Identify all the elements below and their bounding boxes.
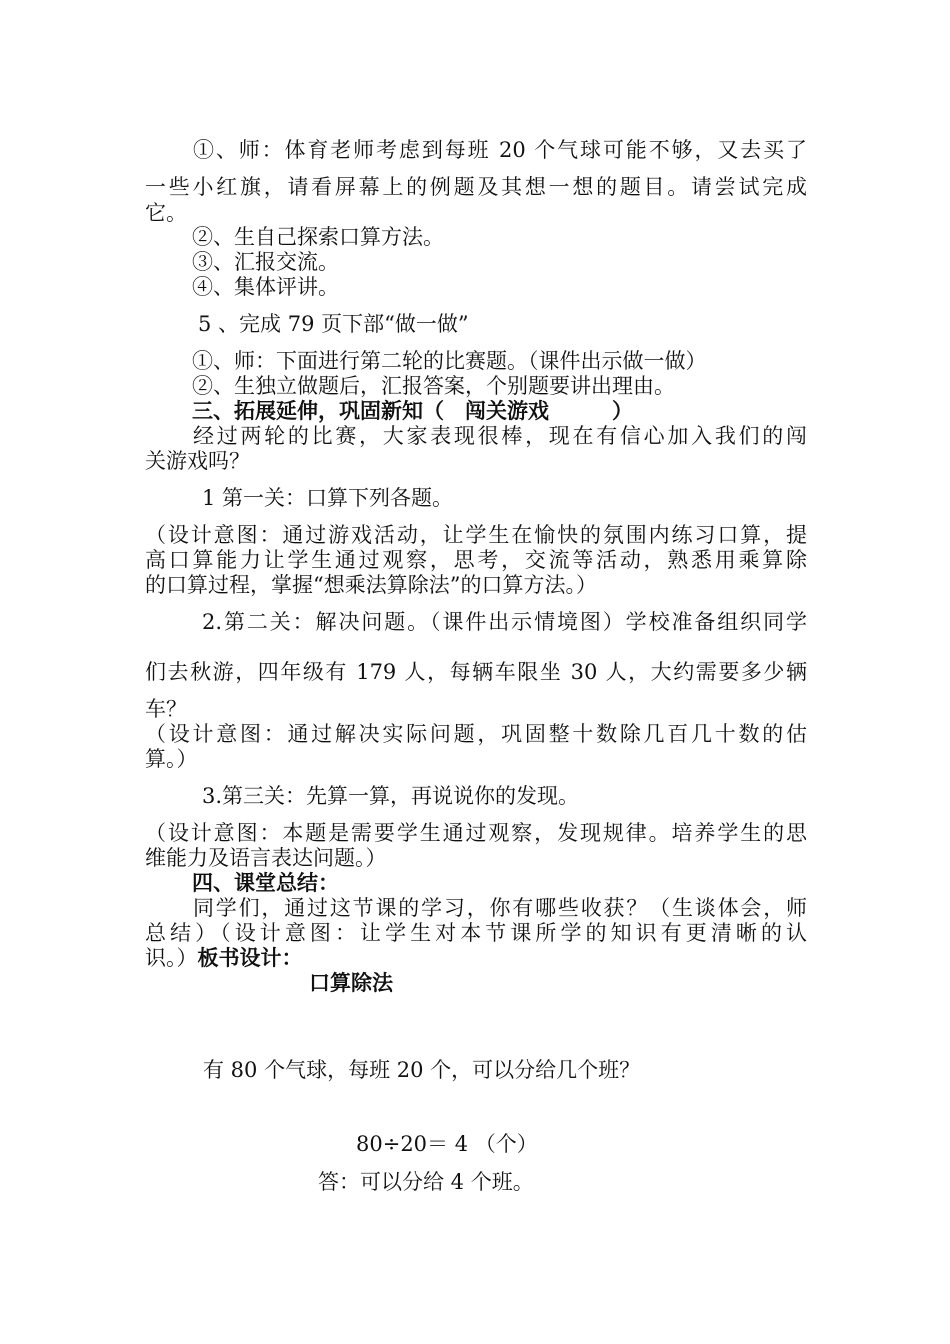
paragraph-text: 识。）: [145, 946, 198, 970]
design-intent-line: 高口算能力让学生通过观察，思考，交流等活动，熟悉用乘算除: [145, 548, 807, 572]
list-item: ②、生独立做题后，汇报答案，个别题要讲出理由。: [192, 374, 675, 398]
paragraph-line: 经过两轮的比赛，大家表现很棒，现在有信心加入我们的闯: [193, 424, 807, 448]
board-question: 有 80 个气球，每班 20 个，可以分给几个班？: [203, 1058, 641, 1082]
paragraph-line: 一些小红旗，请看屏幕上的例题及其想一想的题目。请尝试完成: [145, 175, 807, 199]
paragraph-line: [145, 946, 303, 970]
paragraph-line: 总结）（设计意图：让学生对本节课所学的知识有更清晰的认: [145, 921, 807, 945]
step-line: 5 、完成 79 页下部“做一做”: [198, 312, 469, 336]
board-answer: 答：可以分给 4 个班。: [318, 1170, 534, 1194]
list-item: ③、汇报交流。: [192, 250, 339, 274]
design-intent-line: （设计意图：通过游戏活动，让学生在愉快的氛围内练习口算，提: [145, 523, 807, 547]
design-intent-line: 算。）: [145, 747, 198, 771]
paragraph-line: 车？: [145, 697, 187, 721]
board-title: 口算除法: [309, 970, 393, 995]
design-intent-line: （设计意图：本题是需要学生通过观察，发现规律。培养学生的思: [145, 821, 807, 845]
design-intent-line: （设计意图：通过解决实际问题，巩固整十数除几百几十数的估: [145, 722, 807, 746]
paragraph-line: 同学们，通过这节课的学习，你有哪些收获？（生谈体会，师: [193, 896, 807, 920]
design-intent-line: 维能力及语言表达问题。）: [145, 846, 387, 870]
level-line: 3.第三关：先算一算，再说说你的发现。: [202, 784, 580, 808]
paragraph-line: 们去秋游，四年级有 179 人，每辆车限坐 30 人，大约需要多少辆: [145, 660, 807, 684]
paragraph-line: 关游戏吗？: [145, 449, 250, 473]
paragraph-line: ①、师：体育老师考虑到每班 20 个气球可能不够，又去买了: [193, 138, 807, 162]
section-heading: 四、课堂总结：: [192, 870, 339, 895]
list-item: ②、生自己探索口算方法。: [192, 225, 444, 249]
board-equation: 80÷20＝ 4 （个）: [356, 1132, 538, 1156]
level-line: 2.第二关：解决问题。（课件出示情境图）学校准备组织同学: [202, 610, 807, 634]
design-intent-line: 的口算过程，掌握“想乘法算除法”的口算方法。）: [145, 573, 597, 597]
section-heading: 三、拓展延伸，巩固新知（ 闯关游戏 ）: [192, 398, 633, 423]
board-design-heading: 板书设计：: [197, 945, 303, 970]
paragraph-line: 它。: [145, 201, 187, 225]
level-line: 1 第一关：口算下列各题。: [202, 486, 454, 510]
list-item: ①、师：下面进行第二轮的比赛题。（课件出示做一做）: [192, 349, 707, 373]
list-item: ④、集体评讲。: [192, 275, 339, 299]
